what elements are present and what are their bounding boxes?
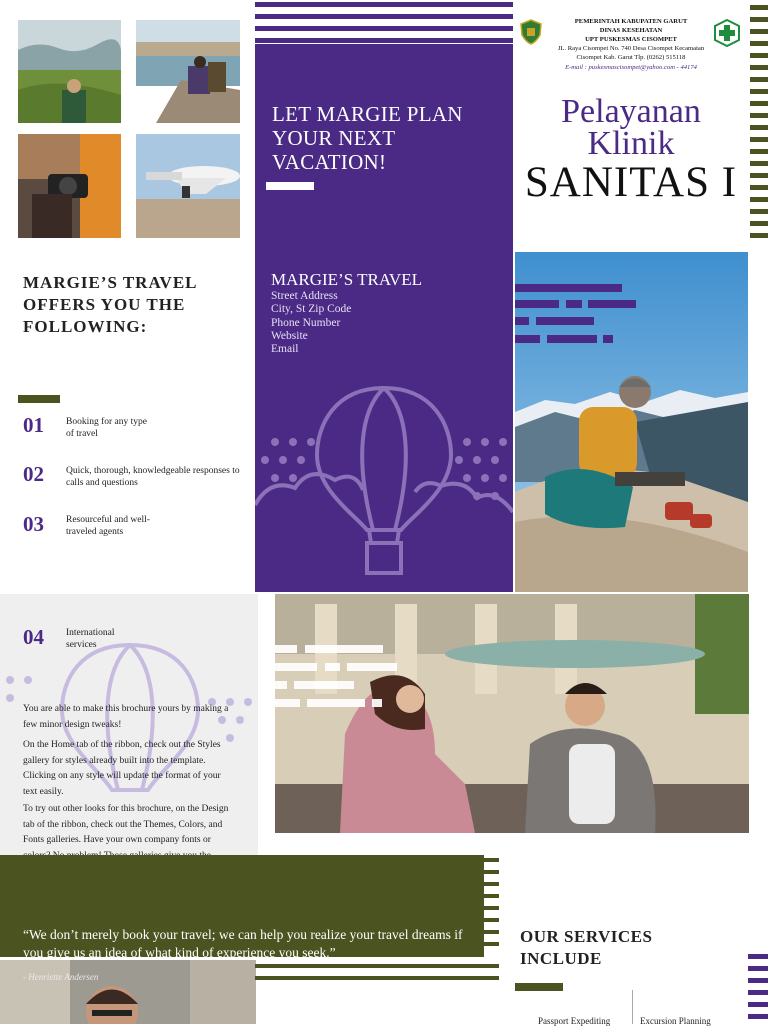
olive-stripe [750,185,768,190]
offer-number: 02 [23,462,44,486]
purple-bar [603,335,613,343]
clinic-header-line: DINAS KESEHATAN [599,27,663,34]
contact-address: Street Address [271,290,338,302]
olive-stripe [750,149,768,154]
purple-stripe [255,14,513,19]
olive-stripe [484,906,499,910]
tagline: LET MARGIE PLAN YOUR NEXT VACATION! [272,102,463,174]
olive-stripe [750,5,768,10]
white-bar [347,663,397,671]
olive-stripe [750,101,768,106]
purple-bar [536,317,594,325]
offers-heading: MARGIE’S TRAVEL OFFERS YOU THE FOLLOWING: [23,273,197,336]
contact-email: Email [271,343,299,355]
olive-stripe [750,89,768,94]
clinic-header-line: UPT PUSKESMAS CISOMPET [585,36,677,43]
white-bar [307,699,365,707]
contact-website: Website [271,330,308,342]
olive-stripe [484,858,499,862]
purple-bar [588,300,636,308]
contact-phone: Phone Number [271,317,341,329]
white-bar [305,645,383,653]
white-bar [275,645,297,653]
olive-stripe [750,113,768,118]
purple-bar [515,317,529,325]
offer-text: Resourceful and well-traveled agents [66,515,150,537]
olive-stripe [750,233,768,238]
photo-couple-fountain [275,594,749,833]
clinic-header-line: Cisompet Kab. Garut Tlp. (0262) 515118 [576,54,686,61]
olive-stripe [484,918,499,922]
purple-stripe [748,990,768,995]
purple-stripe [748,978,768,983]
purple-bar [515,284,622,292]
purple-stripe [748,1014,768,1019]
olive-stripe [750,41,768,46]
purple-stripe [255,38,513,43]
olive-stripe [750,77,768,82]
olive-stripe [484,882,499,886]
contact-city: City, St Zip Code [271,303,352,315]
purple-stripe [255,26,513,31]
service-item: Excursion Planning [640,1016,711,1026]
olive-stripe [484,870,499,874]
purple-stripe [748,954,768,959]
offer-number: 04 [23,625,44,649]
white-bar [372,699,382,707]
purple-bar [515,300,559,308]
clinic-email: E-mail : puskesmascisompet@yahoo.com - 44174 [565,64,697,71]
services-heading: OUR SERVICES INCLUDE [520,927,653,968]
olive-stripe [484,942,499,946]
purple-stripe [255,2,513,7]
body-paragraph: On the Home tab of the ribbon, check out the Styles gallery for styles already built into the template. Clicking on any style will update the format of your text easily. [23,740,221,797]
quote-author: - Henriette Andersen [23,972,99,982]
purple-bar [566,300,582,308]
olive-stripe [750,17,768,22]
clinic-header-line: PEMERINTAH KABUPATEN GARUT [574,18,688,25]
offer-text: International services [66,628,115,650]
clinic-header-line: JL. Raya Cisompet No. 740 Desa Cisompet Kecamatan [557,45,705,52]
olive-stripe [484,930,499,934]
offer-number: 01 [23,413,44,437]
purple-stripe [748,1002,768,1007]
photo-couple-lake [136,20,240,123]
photo-man-portrait [0,960,256,1024]
purple-bar [515,335,540,343]
services-accent-bar [515,983,563,991]
white-bar [275,681,287,689]
olive-stripe [750,29,768,34]
olive-stripe [750,53,768,58]
service-item: Passport Expediting [538,1016,611,1026]
clinic-name: SANITAS I [524,159,738,206]
photo-hiker-valley [18,20,121,123]
company-name: MARGIE’S TRAVEL [271,270,422,289]
olive-stripe [750,161,768,166]
purple-stripe [748,966,768,971]
clinic-title: Pelayanan Klinik [561,93,701,162]
olive-stripe [750,125,768,130]
olive-stripe [255,976,499,980]
olive-stripe [255,964,499,968]
quote-text: “We don’t merely book your travel; we can help you realize your travel dreams if you give us an idea of what kind of experience you seek.” [23,927,463,960]
white-bar [294,681,354,689]
services-divider [632,990,633,1024]
body-paragraph: To try out other looks for this brochure, on the Design tab of the ribbon, check out the Themes, Colors, and Fonts galleries. Have your own company fonts or [23,804,229,845]
white-bar [275,663,317,671]
purple-bar [547,335,597,343]
white-bar [275,699,300,707]
olive-stripe [750,221,768,226]
olive-stripe [750,209,768,214]
offer-text: Booking for any type of travel [66,417,148,439]
olive-stripe [750,65,768,70]
olive-stripe [750,173,768,178]
offer-number: 03 [23,512,44,536]
photo-airplane [136,134,240,238]
hot-air-balloon-icon [255,380,513,592]
tagline-accent-bar [266,182,314,190]
olive-stripe [484,894,499,898]
white-bar [325,663,340,671]
olive-stripe [750,197,768,202]
offer-text: Quick, thorough, knowledgeable responses to calls and questions [66,466,240,488]
photo-camera-hands [18,134,121,238]
body-paragraph: You are able to make this brochure yours by making a few minor design tweaks! [23,704,229,730]
offers-accent-bar [18,395,60,403]
olive-stripe [750,137,768,142]
